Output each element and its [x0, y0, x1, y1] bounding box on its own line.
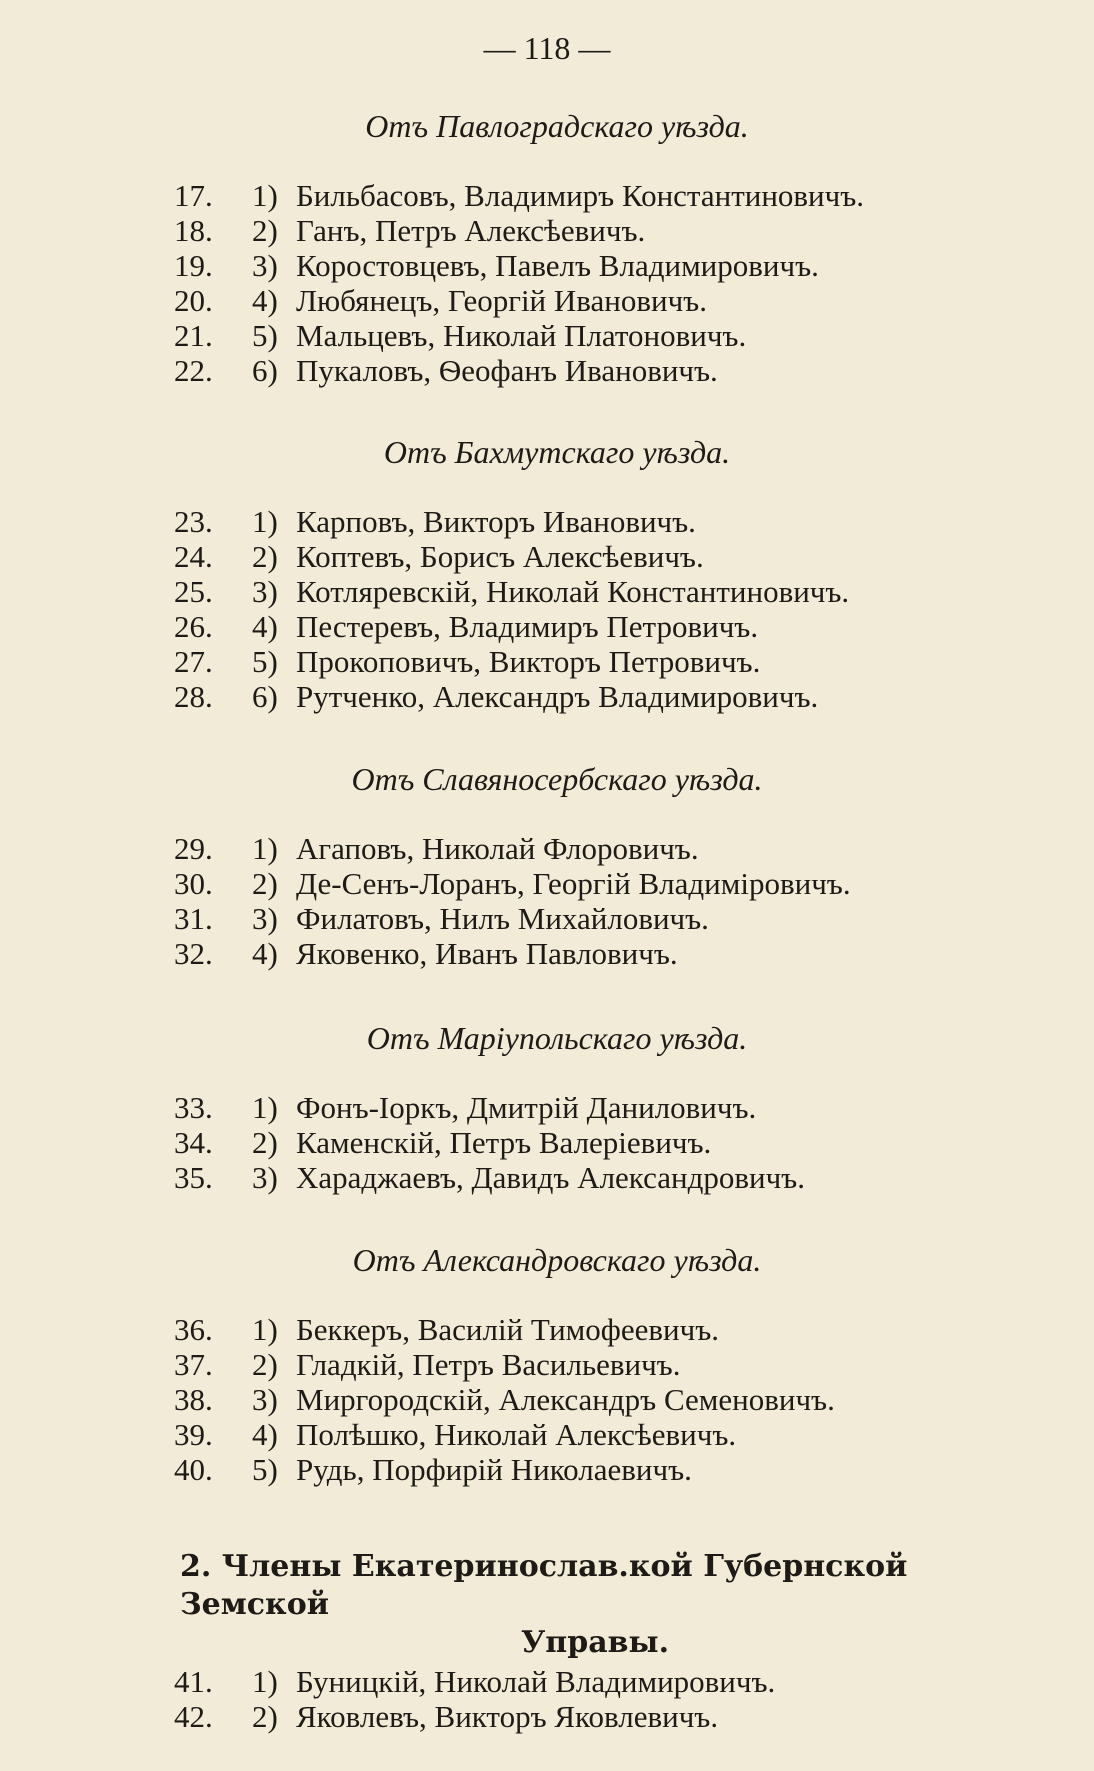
- entry-number: 20.: [174, 283, 213, 318]
- entry-list: [0, 831, 1094, 971]
- section-heading: Отъ Павлоградскаго уѣзда.: [365, 108, 749, 144]
- list-item: [0, 318, 1094, 353]
- list-item: [0, 539, 1094, 574]
- section-heading: Отъ Александровскаго уѣзда.: [352, 1242, 762, 1278]
- section-heading: Отъ Маріупольскаго уѣзда.: [366, 1020, 748, 1056]
- entry-subnumber: 4): [252, 609, 278, 644]
- entry-list: [0, 178, 1094, 388]
- entry-name: Агаповъ, Николай Флоровичъ.: [296, 831, 699, 866]
- list-item: [0, 1312, 1094, 1347]
- list-item: [0, 901, 1094, 936]
- entry-number: 34.: [174, 1125, 213, 1160]
- entry-subnumber: 2): [252, 539, 278, 574]
- entry-subnumber: 2): [252, 1125, 278, 1160]
- entry-subnumber: 3): [252, 901, 278, 936]
- entry-name: Мальцевъ, Николай Платоновичъ.: [296, 318, 747, 353]
- entry-number: 28.: [174, 679, 213, 714]
- entry-list: [0, 1090, 1094, 1195]
- entry-number: 30.: [174, 866, 213, 901]
- list-item: [0, 1090, 1094, 1125]
- entry-subnumber: 3): [252, 574, 278, 609]
- entry-list: [0, 1312, 1094, 1487]
- entry-number: 25.: [174, 574, 213, 609]
- list-item: [0, 178, 1094, 213]
- entry-subnumber: 3): [252, 1382, 278, 1417]
- entry-number: 29.: [174, 831, 213, 866]
- entry-name: Прокоповичъ, Викторъ Петровичъ.: [296, 644, 761, 679]
- entry-number: 19.: [174, 248, 213, 283]
- list-item: [0, 574, 1094, 609]
- entry-subnumber: 2): [252, 1347, 278, 1382]
- list-item: [0, 1699, 1094, 1734]
- entry-subnumber: 2): [252, 1699, 278, 1734]
- list-item: [0, 283, 1094, 318]
- entry-subnumber: 5): [252, 318, 278, 353]
- entry-number: 37.: [174, 1347, 213, 1382]
- entry-subnumber: 3): [252, 248, 278, 283]
- entry-number: 21.: [174, 318, 213, 353]
- list-item: [0, 1160, 1094, 1195]
- uprava-heading-line1: 2. Члены Екатеринослав.кой Губернской Земской: [180, 1549, 908, 1622]
- uprava-heading-line2: Управы.: [520, 1625, 670, 1660]
- entry-number: 17.: [174, 178, 213, 213]
- list-item: [0, 1452, 1094, 1487]
- entry-name: Филатовъ, Нилъ Михайловичъ.: [296, 901, 709, 936]
- section-bakhmut: [0, 432, 1094, 714]
- entry-name: Каменскій, Петръ Валеріевичъ.: [296, 1125, 712, 1160]
- list-item: [0, 1125, 1094, 1160]
- section-aleksandrovsk: [0, 1240, 1094, 1487]
- entry-name: Пукаловъ, Ѳеофанъ Ивановичъ.: [296, 353, 718, 388]
- entry-name: Беккеръ, Василій Тимофеевичъ.: [296, 1312, 719, 1347]
- entry-name: Де-Сенъ-Лоранъ, Георгій Владиміровичъ.: [296, 866, 851, 901]
- entry-name: Фонъ-Іоркъ, Дмитрій Даниловичъ.: [296, 1090, 757, 1125]
- section-heading: Отъ Славяносербскаго уѣзда.: [351, 761, 763, 797]
- list-item: [0, 353, 1094, 388]
- entry-number: 42.: [174, 1699, 213, 1734]
- section-mariupol: [0, 1018, 1094, 1195]
- section-heading: Отъ Бахмутскаго уѣзда.: [383, 434, 731, 470]
- entry-subnumber: 5): [252, 644, 278, 679]
- entry-subnumber: 5): [252, 1452, 278, 1487]
- entry-subnumber: 2): [252, 213, 278, 248]
- entry-number: 40.: [174, 1452, 213, 1487]
- section-uprava: [0, 1664, 1094, 1734]
- entry-name: Хараджаевъ, Давидъ Александровичъ.: [296, 1160, 805, 1195]
- entry-number: 32.: [174, 936, 213, 971]
- entry-number: 31.: [174, 901, 213, 936]
- entry-subnumber: 4): [252, 936, 278, 971]
- entry-name: Полѣшко, Николай Алексѣевичъ.: [296, 1417, 737, 1452]
- list-item: [0, 248, 1094, 283]
- entry-subnumber: 4): [252, 283, 278, 318]
- list-item: [0, 609, 1094, 644]
- list-item: [0, 504, 1094, 539]
- entry-name: Пестеревъ, Владимиръ Петровичъ.: [296, 609, 759, 644]
- entry-subnumber: 1): [252, 1090, 278, 1125]
- entry-number: 22.: [174, 353, 213, 388]
- entry-subnumber: 2): [252, 866, 278, 901]
- entry-subnumber: 6): [252, 353, 278, 388]
- entry-list: [0, 504, 1094, 714]
- entry-name: Любянецъ, Георгій Ивановичъ.: [296, 283, 707, 318]
- entry-subnumber: 1): [252, 831, 278, 866]
- entry-number: 27.: [174, 644, 213, 679]
- uprava-heading: [180, 1548, 1010, 1662]
- entry-number: 36.: [174, 1312, 213, 1347]
- page-number: — 118 —: [483, 30, 611, 66]
- list-item: [0, 1347, 1094, 1382]
- list-item: [0, 866, 1094, 901]
- entry-subnumber: 1): [252, 1312, 278, 1347]
- entry-name: Гладкій, Петръ Васильевичъ.: [296, 1347, 681, 1382]
- entry-subnumber: 1): [252, 178, 278, 213]
- entry-subnumber: 1): [252, 504, 278, 539]
- entry-number: 24.: [174, 539, 213, 574]
- entry-name: Коростовцевъ, Павелъ Владимировичъ.: [296, 248, 819, 283]
- entry-name: Бильбасовъ, Владимиръ Константиновичъ.: [296, 178, 865, 213]
- entry-number: 41.: [174, 1664, 213, 1699]
- entry-subnumber: 1): [252, 1664, 278, 1699]
- entry-number: 26.: [174, 609, 213, 644]
- entry-number: 38.: [174, 1382, 213, 1417]
- entry-name: Яковлевъ, Викторъ Яковлевичъ.: [296, 1699, 719, 1734]
- entry-name: Карповъ, Викторъ Ивановичъ.: [296, 504, 696, 539]
- list-item: [0, 1382, 1094, 1417]
- entry-name: Буницкій, Николай Владимировичъ.: [296, 1664, 776, 1699]
- list-item: [0, 1664, 1094, 1699]
- entry-name: Рудь, Порфирій Николаевичъ.: [296, 1452, 692, 1487]
- section-pavlograd: [0, 106, 1094, 388]
- list-item: [0, 213, 1094, 248]
- entry-number: 35.: [174, 1160, 213, 1195]
- list-item: [0, 936, 1094, 971]
- entry-name: Котляревскій, Николай Константиновичъ.: [296, 574, 850, 609]
- list-item: [0, 644, 1094, 679]
- entry-name: Коптевъ, Борисъ Алексѣевичъ.: [296, 539, 704, 574]
- entry-name: Ганъ, Петръ Алексѣевичъ.: [296, 213, 646, 248]
- list-item: [0, 679, 1094, 714]
- entry-subnumber: 3): [252, 1160, 278, 1195]
- list-item: [0, 831, 1094, 866]
- entry-number: 33.: [174, 1090, 213, 1125]
- entry-subnumber: 6): [252, 679, 278, 714]
- entry-number: 18.: [174, 213, 213, 248]
- list-item: [0, 1417, 1094, 1452]
- entry-name: Рутченко, Александръ Владимировичъ.: [296, 679, 819, 714]
- entry-number: 23.: [174, 504, 213, 539]
- section-slavyanoserbsk: [0, 759, 1094, 971]
- entry-name: Миргородскій, Александръ Семеновичъ.: [296, 1382, 835, 1417]
- entry-number: 39.: [174, 1417, 213, 1452]
- entry-name: Яковенко, Иванъ Павловичъ.: [296, 936, 678, 971]
- entry-subnumber: 4): [252, 1417, 278, 1452]
